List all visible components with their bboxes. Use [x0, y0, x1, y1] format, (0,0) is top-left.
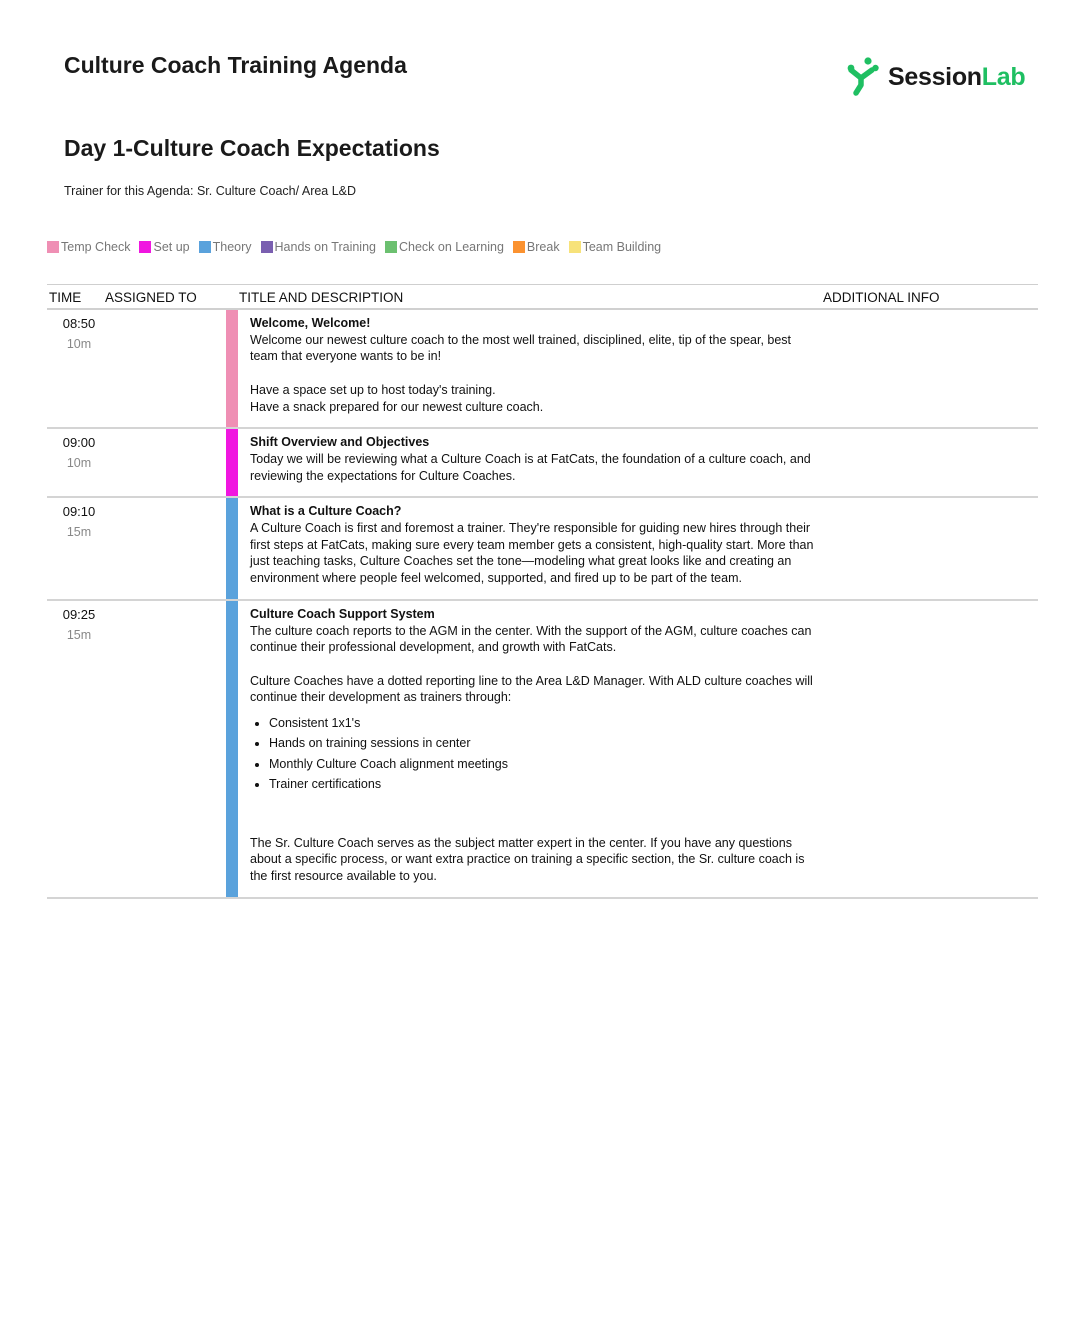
- session-duration: 15m: [66, 525, 92, 540]
- legend-label: Hands on Training: [274, 240, 376, 254]
- agenda-row: [47, 498, 1038, 601]
- session-start-time: 09:00: [62, 435, 96, 451]
- session-title: What is a Culture Coach?: [250, 504, 402, 519]
- session-bullet-list: [250, 715, 815, 793]
- category-color-bar: [226, 601, 238, 897]
- session-title: Shift Overview and Objectives: [250, 435, 430, 450]
- agenda-rows: [47, 310, 1038, 899]
- session-description: Culture Coaches have a dotted reporting line to the Area L&D Manager. With ALD culture coaches will continue their development as trainers through:: [250, 673, 813, 705]
- session-start-time: 09:10: [62, 504, 96, 520]
- agenda-row: [47, 310, 1038, 429]
- day-title: Day 1-Culture Coach Expectations: [64, 135, 440, 161]
- sessionlab-person-icon: [846, 57, 882, 97]
- legend-swatch: [47, 241, 59, 253]
- legend-swatch: [199, 241, 211, 253]
- session-duration: 15m: [66, 627, 92, 642]
- table-header: [47, 284, 1038, 310]
- category-legend: [47, 240, 670, 254]
- session-title: Welcome, Welcome!: [250, 316, 371, 330]
- legend-label: Team Building: [582, 240, 662, 254]
- agenda-row: [47, 601, 1038, 899]
- session-start-time: 08:50: [62, 316, 96, 331]
- logo-text-session: Session: [888, 62, 982, 91]
- session-description: Today we will be reviewing what a Culture Coach is at FatCats, the foundation of a culture coach, and reviewing the expectations for Culture Coaches.: [250, 451, 811, 483]
- session-description: Have a space set up to host today's training. Have a snack prepared for our newest culture coach.: [250, 382, 544, 414]
- legend-swatch: [261, 241, 273, 253]
- session-description: Welcome our newest culture coach to the most well trained, disciplined, elite, tip of the spear, best team that everyone wants to be in!: [250, 332, 792, 364]
- legend-label: Set up: [153, 240, 190, 254]
- legend-swatch: [385, 241, 397, 253]
- session-closing-note: The Sr. Culture Coach serves as the subject matter expert in the center. If you have any questions about a specific process, or want extra practice on training a specific section, the Sr. culture coach is the first resource available to you.: [250, 835, 805, 884]
- bullet-item: • Monthly Culture Coach alignment meetings: [269, 756, 815, 773]
- bullet-item: • Hands on training sessions in center: [269, 735, 815, 752]
- session-description: The culture coach reports to the AGM in the center. With the support of the AGM, culture coaches can continue their professional development, and growth with FatCats.: [250, 623, 812, 655]
- column-header-title: TITLE AND DESCRIPTION: [239, 290, 404, 305]
- category-color-bar: [226, 310, 238, 427]
- logo-text-lab: Lab: [981, 62, 1026, 91]
- category-color-bar: [226, 498, 238, 599]
- agenda-row: [47, 429, 1038, 498]
- column-header-time: TIME: [49, 290, 82, 305]
- legend-item: [139, 240, 189, 254]
- legend-label: Temp Check: [61, 240, 131, 254]
- session-title: Culture Coach Support System: [250, 606, 435, 621]
- bullet-item: • Consistent 1x1's: [269, 715, 815, 732]
- legend-swatch: [513, 241, 525, 253]
- legend-item: [47, 240, 130, 254]
- legend-item: [199, 240, 252, 254]
- legend-item: [513, 240, 560, 254]
- session-content: [250, 498, 815, 599]
- column-header-info: ADDITIONAL INFO: [823, 290, 940, 305]
- legend-item: [261, 240, 376, 254]
- legend-swatch: [569, 241, 581, 253]
- agenda-table: [47, 284, 1038, 899]
- legend-item: [385, 240, 504, 254]
- session-content: [250, 429, 815, 496]
- session-content: [250, 601, 815, 897]
- legend-item: [569, 240, 662, 254]
- bullet-item: • Trainer certifications: [269, 776, 815, 793]
- legend-label: Check on Learning: [398, 240, 504, 254]
- logo-text: [888, 63, 1025, 92]
- legend-swatch: [139, 241, 151, 253]
- session-duration: 10m: [66, 337, 92, 351]
- category-color-bar: [226, 429, 238, 496]
- legend-label: Theory: [212, 240, 252, 254]
- session-description: A Culture Coach is first and foremost a trainer. They're responsible for guiding new hires through their first steps at FatCats, making sure every team member gets a consistent, high-quality start. More than just teaching tasks, Culture Coaches set the tone—modeling what great looks like and creating an environment where people feel welcomed, supported, and fired up to be part of the team.: [250, 521, 814, 586]
- session-start-time: 09:25: [62, 606, 96, 622]
- trainer-line: Trainer for this Agenda: Sr. Culture Coach/ Area L&D: [64, 184, 357, 198]
- column-header-assigned: ASSIGNED TO: [105, 290, 197, 305]
- legend-label: Break: [526, 240, 560, 254]
- session-content: [250, 310, 815, 427]
- document-title: Culture Coach Training Agenda: [64, 52, 407, 78]
- sessionlab-logo: [846, 56, 1025, 98]
- session-duration: 10m: [66, 456, 92, 471]
